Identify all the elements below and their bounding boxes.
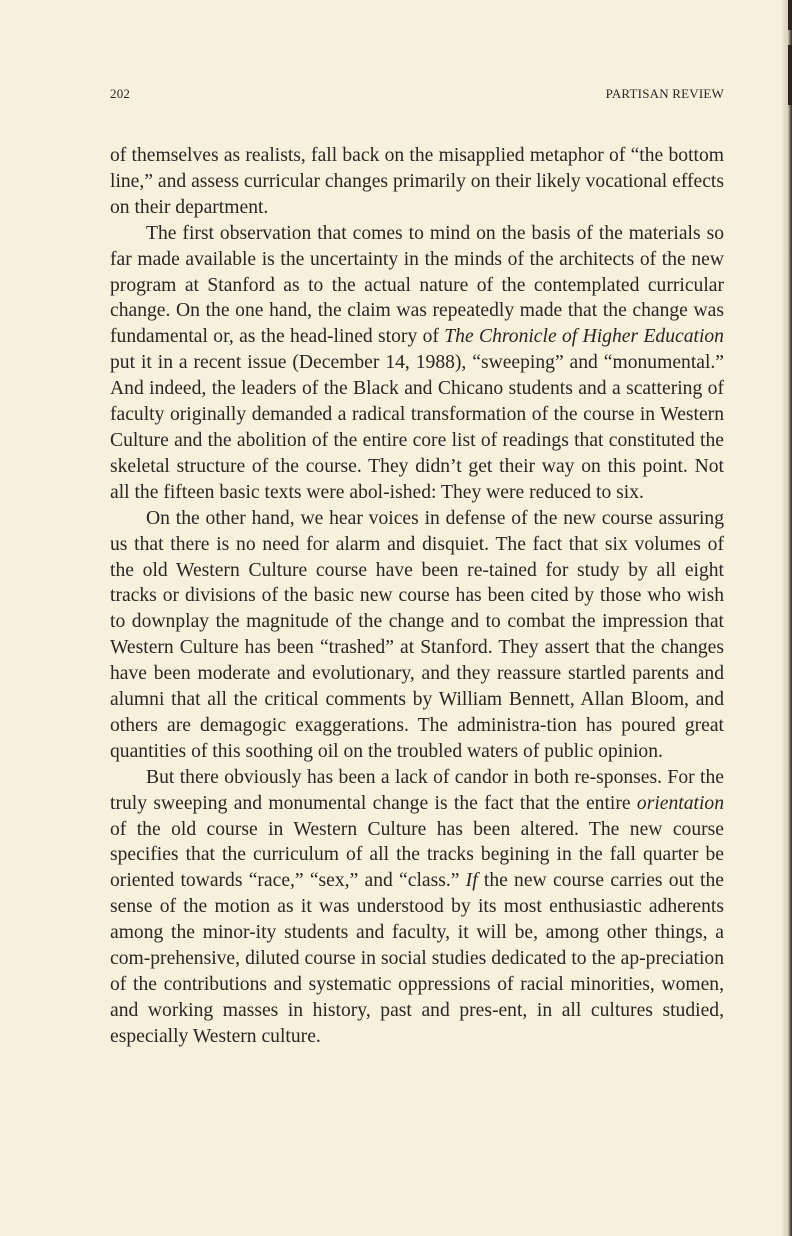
text-run: of the old course in Western Culture has been altered. The new course specifies that the curriculum of all the tracks begining in the fall quarter be oriented towards “race,” “sex,” and “class.” <box>110 818 724 892</box>
italic-text: The Chronicle of Higher Education <box>444 326 724 348</box>
italic-text: If <box>465 870 478 892</box>
edge-shadow <box>788 45 792 105</box>
text-run: But there obviously has been a lack of candor in both re-sponses. For the truly sweeping and monumental change is the fact that the entire <box>110 766 724 814</box>
page-edge <box>782 0 792 1236</box>
page-number: 202 <box>110 86 131 101</box>
edge-shadow <box>788 0 792 30</box>
paragraph <box>110 143 724 221</box>
text-run: On the other hand, we hear voices in defense of the new course assuring us that there is no need for alarm and disquiet. The fact that six volumes of the old Western Culture course have been re-tained for study by all eight tracks or divisions of the basic new course has been cited by those who wish to downplay the magnitude of the change and to combat the impression that Western Culture has been “trashed” at Stanford. They assert that the changes have been moderate and evolutionary, and they reassure startled parents and alumni that all the critical comments by William Bennett, Allan Bloom, and others are demagogic exaggerations. The administra-tion has poured great quantities of this soothing oil on the troubled waters of public opinion. <box>110 507 724 762</box>
paragraph <box>110 506 724 765</box>
running-title: PARTISAN REVIEW <box>605 86 724 101</box>
text-run: the new course carries out the sense of the motion as it was understood by its most enthusiastic adherents among the minor-ity students and faculty, it will be, among other things, a com-prehensive, diluted course in social studies dedicated to the ap-preciation of the contributions and systematic oppressions of racial minorities, women, and working masses in history, past and pres-ent, in all cultures studied, especially Western culture. <box>110 870 724 1047</box>
text-run: of themselves as realists, fall back on the misapplied metaphor of “the bottom line,” and assess curricular changes primarily on their likely vocational effects on their department. <box>110 145 724 218</box>
italic-text: orientation <box>636 792 724 814</box>
article-body <box>110 143 724 1050</box>
running-header <box>110 86 724 102</box>
text-run: put it in a recent issue (December 14, 1988), “sweeping” and “monumental.” And indeed, the leaders of the Black and Chicano students and a scattering of faculty originally demanded a radical transformation of the course in Western Culture and the abolition of the entire core list of readings that constituted the skeletal structure of the course. They didn’t get their way on this point. Not all the fifteen basic texts were abol-ished: They were reduced to six. <box>110 352 724 503</box>
paragraph <box>110 221 724 506</box>
paragraph <box>110 765 724 1050</box>
text-run: The first observation that comes to mind on the basis of the materials so far made available is the uncertainty in the minds of the architects of the new program at Stanford as to the actual nature of the contemplated curricular change. On the one hand, the claim was repeatedly made that the change was fundamental or, as the head-lined story of <box>110 222 724 348</box>
